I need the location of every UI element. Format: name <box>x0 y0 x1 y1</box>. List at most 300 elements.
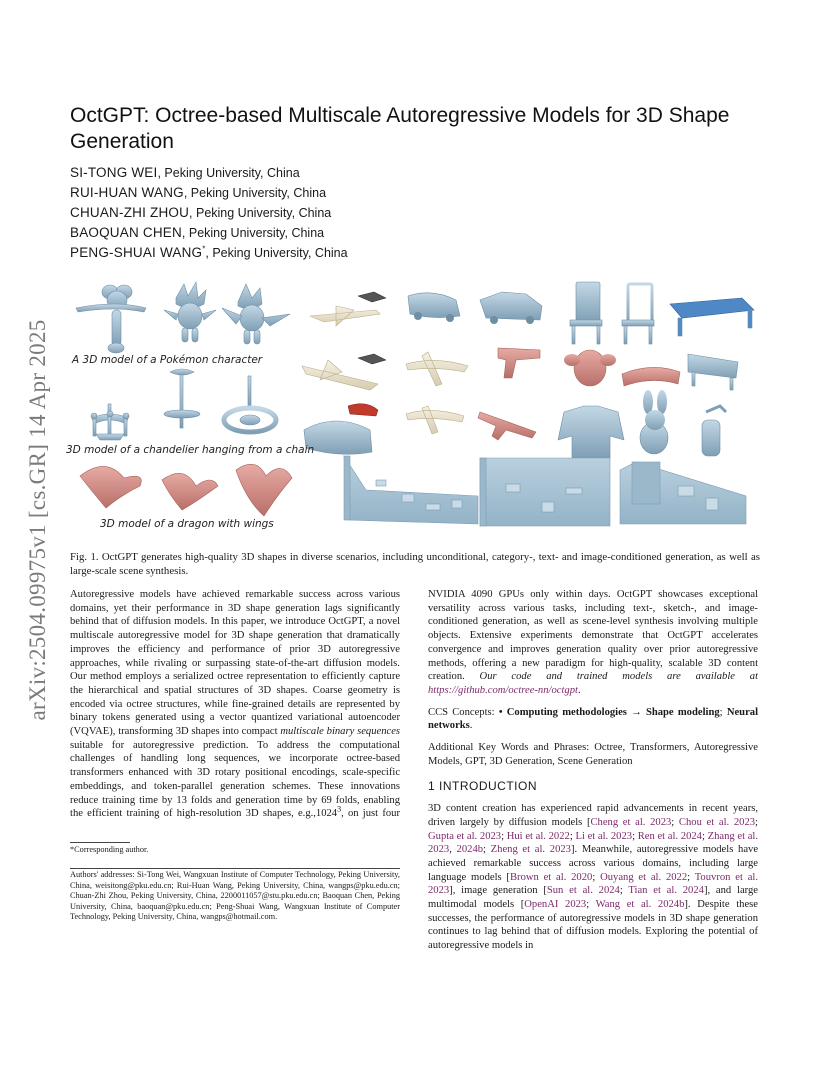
abstract-text: content <box>726 657 759 669</box>
abstract <box>70 588 400 821</box>
abstract-text: generation <box>277 630 323 642</box>
abstract-text <box>124 740 133 751</box>
abstract-text: challenges <box>70 753 115 765</box>
abstract-text: or <box>191 657 201 669</box>
abstract-text: domains, <box>70 602 109 614</box>
abstract-text: the <box>70 808 83 820</box>
abstract-text: generation <box>275 602 320 614</box>
intro-text: ]. Despite these successes, the performance of autoregressive models in 3D shape generation continues to lag behind that of diffusion models. Exploring the potential of autoregressive models in <box>428 899 758 952</box>
abstract-text: 4090 <box>471 589 493 600</box>
abstract-text: . <box>577 684 581 696</box>
abstract-emphasis <box>652 671 667 682</box>
abstract-text: offering <box>472 657 507 669</box>
abstract-text: using <box>181 712 205 724</box>
abstract-text: multiple <box>722 616 758 628</box>
author-name: RUI-HUAN WANG <box>70 185 184 200</box>
abstract-text <box>658 630 667 641</box>
abstract-text: enhanced <box>128 767 169 779</box>
abstract-emphasis: code <box>511 671 532 683</box>
abstract-text: image-conditioned <box>428 602 758 628</box>
scene-shapes <box>344 456 746 526</box>
abstract-text: a <box>209 712 215 724</box>
abstract-text: and <box>704 602 721 614</box>
abstract-text: training <box>102 794 136 806</box>
abstract-text: 3D <box>197 767 211 779</box>
ccs-bullet: • <box>498 706 507 718</box>
abstract-text: involving <box>677 616 719 628</box>
abstract-text: These <box>317 780 344 792</box>
abstract-emphasis: available <box>695 671 735 683</box>
author-affiliation: , Peking University, China <box>181 226 325 240</box>
abstract-text: details <box>287 698 316 710</box>
pokemon-shapes <box>76 282 290 353</box>
abstract-text: into <box>222 726 239 738</box>
abstract-text: multiscale <box>70 630 114 642</box>
abstract-text: 3D <box>708 657 722 669</box>
intro-text: ]. Meanwhile, autoregressive models have achieved remarkable success across various domains, including large language models [ <box>428 844 759 883</box>
abstract-text: OctGPT <box>667 630 703 642</box>
citation-link[interactable]: Zhang et al. 2023 <box>428 830 759 856</box>
abstract-text: surpassing <box>205 657 251 669</box>
ccs-concepts <box>428 706 758 733</box>
abstract-text: including <box>584 602 625 614</box>
abstract-emphasis <box>497 671 512 682</box>
abstract-text: structures <box>197 684 239 696</box>
right-column-flow <box>428 588 758 698</box>
citation-link[interactable]: Li et al. 2023 <box>575 830 633 842</box>
abstract-text: scale-specific <box>342 767 401 779</box>
abstract-text <box>331 644 339 655</box>
abstract-text: behind <box>70 616 99 628</box>
abstract-text: vector <box>219 712 247 724</box>
abstract-text: autoregressive <box>118 630 180 642</box>
abstract-text: with <box>173 767 193 779</box>
arxiv-sidebar <box>18 280 58 760</box>
abstract-text: of <box>272 643 282 655</box>
abstract-text: while <box>204 698 228 710</box>
abstract-text <box>213 781 220 792</box>
abstract-text: performance <box>156 602 210 614</box>
abstract-text: and <box>188 643 204 655</box>
abstract-text <box>310 644 318 655</box>
abstract-text: we <box>268 753 281 765</box>
abstract-text: only <box>530 589 550 600</box>
abstract-text <box>311 781 318 792</box>
abstract-text: generation <box>235 794 280 806</box>
abstract-text <box>130 644 138 655</box>
ccs-end: . <box>469 720 473 732</box>
abstract-text: performance <box>211 643 265 655</box>
abstract-text <box>545 603 553 614</box>
abstract-text: NVIDIA <box>428 589 466 600</box>
abstract-text <box>132 753 141 764</box>
abstract-text <box>281 753 290 764</box>
abstract-text: by <box>161 794 173 806</box>
abstract-text: showcases <box>658 589 703 600</box>
abstract-text <box>103 740 112 751</box>
abstract-text: and <box>131 780 147 792</box>
abstract-text: efficient <box>87 808 123 820</box>
abstract-text: Autoregressive <box>70 589 135 600</box>
abstract-text: over <box>643 643 663 655</box>
abstract-text: success <box>298 589 331 600</box>
abstract-text: 3D <box>245 808 259 820</box>
author-name: PENG-SHUAI WANG <box>70 245 203 260</box>
abstract-text: shape <box>245 602 271 614</box>
abstract-text: a <box>511 657 517 669</box>
abstract-text: Coarse <box>312 684 343 696</box>
abstract-text: the <box>70 684 83 696</box>
abstract-text: handling <box>140 753 178 765</box>
abstract-text: high-quality, <box>609 657 663 669</box>
author-entry <box>70 183 570 203</box>
citation-link[interactable]: Ren et al. 2024 <box>637 830 702 842</box>
abstract-emphasis: are <box>667 671 681 683</box>
abstract-text: high-resolution <box>176 808 242 820</box>
abstract-text: positional <box>245 767 287 779</box>
paper-title: OctGPT: Octree-based Multiscale Autoregressive Models for 3D Shape Generation <box>70 104 730 153</box>
citation-link[interactable]: Hui et al. 2022 <box>506 830 570 842</box>
abstract-text: on <box>347 808 359 820</box>
intro-text: , <box>449 844 457 856</box>
abstract-text: schemes. <box>272 780 311 792</box>
abstract-text: 3D <box>227 602 241 614</box>
abstract-text: 69 <box>321 794 332 806</box>
keywords: Additional Key Words and Phrases: Octree, Transformers, Autoregressive Models, GPT, 3D Generation, Scene Generation <box>428 742 758 767</box>
abstract-text <box>260 753 269 764</box>
abstract-text <box>268 740 277 751</box>
intro-text: ; <box>687 871 695 883</box>
abstract-text <box>249 740 258 751</box>
abstract-text: objects. <box>428 630 461 642</box>
arxiv-identifier: arXiv:2504.09975v1 [cs.GR] 14 Apr 2025 <box>25 319 50 721</box>
abstract-text: within <box>555 589 583 600</box>
abstract-text <box>470 603 478 614</box>
author-name: CHUAN-ZHI ZHOU <box>70 205 190 220</box>
abstract-emphasis <box>562 671 577 682</box>
abstract-text: OctGPT, <box>328 616 366 628</box>
ccs-concept: Computing methodologies → Shape modeling <box>506 706 720 718</box>
abstract-text: folds, <box>335 794 360 806</box>
dragon-caption: 3D model of a dragon with wings <box>100 518 274 530</box>
intro-text: ; <box>483 844 491 856</box>
author-affiliation: , Peking University, China <box>189 206 332 220</box>
abstract-text: a <box>368 616 374 628</box>
abstract-superscript: 3 <box>337 804 342 814</box>
abstract-text: sketch-, <box>663 602 697 614</box>
citation-link[interactable]: Gupta et al. 2023 <box>428 830 502 842</box>
abstract-text: significantly <box>347 602 400 614</box>
abstract-text: time <box>139 794 158 806</box>
abstract-text: generation, <box>482 616 530 628</box>
abstract-text: generation <box>220 780 265 792</box>
citation-link[interactable]: OpenAI 2023 <box>524 899 587 911</box>
abstract-text: shapes <box>191 726 220 738</box>
abstract-text: variational <box>297 712 343 724</box>
abstract-text: that <box>101 616 118 628</box>
intro-text: ; <box>671 816 679 828</box>
abstract-text: model <box>183 630 211 642</box>
abstract-text: e.g.,1024 <box>297 808 338 820</box>
abstract-text: state-of-the-art <box>255 657 319 669</box>
abstract-text: various <box>513 602 545 614</box>
abstract-text: well <box>547 616 566 628</box>
abstract-text: incorporate <box>289 753 338 765</box>
abstract-text: just <box>362 808 379 820</box>
abstract-emphasis: multiscale <box>280 726 324 738</box>
abstract-text: To <box>257 739 269 751</box>
abstract-text: octree <box>217 671 244 683</box>
author-addresses: Authors' addresses: Si-Tong Wei, Wangxuan Institute of Computer Technology, Peking University, China, weisitong@pku.edu.cn; Rui-Huan Wang, Peking University, China, wangps@pku.edu.cn; Chuan-Zhi Zhou, Peking University, China, 2200011057@stu.pku.edu.cn; Baoquan Chen, Peking University, China, baoquan@pku.edu.cn; Peng-Shuai Wang, Wangxuan Institute of Computer Technology, Peking University, China, wangps@hotmail.com. <box>70 870 400 922</box>
abstract-text: structures, <box>156 698 201 710</box>
abstract-text: the <box>117 643 131 655</box>
abstract-text: OctGPT <box>616 589 653 600</box>
citation-link[interactable]: Ouyang et al. 2022 <box>600 871 688 883</box>
chandelier-shapes <box>91 369 276 440</box>
abstract-text <box>625 603 633 614</box>
abstract-text: dramatically <box>347 630 400 642</box>
abstract-text: embeddings, <box>70 780 124 792</box>
citation-link[interactable]: Wang et al. 2024b <box>595 899 685 911</box>
abstract-text: efficiently <box>321 671 366 683</box>
abstract-text <box>465 671 480 682</box>
abstract-text: for <box>214 630 227 642</box>
abstract-text: 13 <box>176 794 187 806</box>
abstract-text: sequences, <box>214 753 260 765</box>
abstract-text: by <box>306 794 318 806</box>
abstract-text: tokens <box>102 712 130 724</box>
citation-link[interactable]: 2024b <box>456 844 484 856</box>
intro-paragraph <box>428 802 758 953</box>
author-entry <box>70 243 570 263</box>
abstract-text: to <box>310 671 319 683</box>
abstract-text: that <box>642 630 659 642</box>
abstract-emphasis: trained <box>576 671 608 683</box>
abstract-text: of <box>120 616 130 628</box>
abstract-text: novel <box>376 616 401 628</box>
abstract-text: representation <box>246 671 307 683</box>
section-heading: 1 INTRODUCTION <box>428 779 537 794</box>
abstract-text: binary <box>70 712 98 724</box>
abstract-text: 3D <box>231 630 245 642</box>
citation-link[interactable]: Cheng et al. 2023 <box>590 816 672 828</box>
abstract-text: prediction. <box>202 739 249 751</box>
abstract-text: efficiency <box>138 643 181 655</box>
abstract-text: 3D <box>258 684 272 696</box>
abstract-text <box>180 644 188 655</box>
abstract-text: innovations <box>350 780 401 792</box>
abstract-text: and <box>216 794 232 806</box>
abstract-text: of <box>163 808 173 820</box>
abstract-text: long <box>186 753 206 765</box>
abstract-text <box>572 630 581 641</box>
abstract-text: represented <box>336 698 386 710</box>
abstract-text: while <box>125 657 149 669</box>
intro-text: ; <box>619 885 629 897</box>
abstract-text: generated <box>135 712 177 724</box>
abstract-text: 3D <box>175 726 189 738</box>
author-affiliation: , Peking University, China <box>183 186 327 200</box>
abstract-text: approaches, <box>70 657 121 669</box>
author-entry <box>70 203 570 223</box>
abstract-text: is <box>392 684 401 696</box>
address-rule <box>70 868 400 869</box>
abstract-text: transforming <box>118 726 173 738</box>
abstract-emphasis: Our <box>479 671 497 683</box>
intro-text: ; <box>586 899 596 911</box>
abstract-text: rivaling <box>153 657 187 669</box>
abstract-text: improves <box>510 643 550 655</box>
abstract-text: paradigm <box>545 657 586 669</box>
citation-link[interactable]: Touvron et al. 2023 <box>428 871 758 897</box>
abstract-text: autoregressive <box>132 739 195 751</box>
abstract-text: tasks, <box>552 602 577 614</box>
abstract-text: hierarchical <box>88 684 139 696</box>
intro-text: ; <box>632 830 638 842</box>
abstract-text: yet <box>113 602 127 614</box>
abstract-text: and <box>488 643 504 655</box>
footnote-rule <box>70 842 130 843</box>
abstract-text: autoregressive <box>696 643 758 655</box>
abstract-text <box>601 644 608 655</box>
dragon-shapes <box>80 464 292 516</box>
abstract-text: across <box>336 589 364 600</box>
abstract-emphasis: sequences <box>357 726 401 738</box>
right-column <box>428 588 758 953</box>
abstract-text: scene-level <box>582 616 631 628</box>
abstract-text: introduce <box>285 616 326 628</box>
abstract-text: in <box>214 602 223 614</box>
intro-text: ; <box>592 871 601 883</box>
teaser-figure <box>66 280 756 542</box>
author-list <box>70 163 570 263</box>
corresponding-footnote: *Corresponding author. <box>70 845 149 854</box>
code-url-link[interactable]: https://github.com/octree-nn/octgpt <box>428 684 578 696</box>
abstract-text: (VQVAE), <box>70 726 116 738</box>
abstract-text <box>461 630 470 641</box>
abstract-text: days. <box>588 589 611 600</box>
abstract-text: various <box>368 589 400 600</box>
pokemon-caption: A 3D model of a Pokémon character <box>72 354 263 366</box>
abstract-text: folds <box>190 794 213 806</box>
abstract-text: serialized <box>173 671 214 683</box>
abstract-text: prior <box>289 643 311 655</box>
abstract-text <box>720 603 728 614</box>
abstract-text: shape <box>248 630 273 642</box>
abstract-text: employs <box>125 671 162 683</box>
intro-text: ; <box>569 830 576 842</box>
abstract-text: Extensive <box>469 630 512 642</box>
abstract-text: across <box>478 602 506 614</box>
abstract-text: autoencoder <box>348 712 400 724</box>
abstract-text: methods, <box>428 657 467 669</box>
abstract-text <box>637 644 644 655</box>
abstract-text: suitable <box>70 739 103 751</box>
citation-link[interactable]: Chou et al. 2023 <box>678 816 756 828</box>
citation-link[interactable]: Zheng et al. 2023 <box>490 844 571 856</box>
citation-link[interactable]: Sun et al. 2024 <box>546 885 620 897</box>
abstract-text: as <box>533 616 543 628</box>
abstract-text: spatial <box>164 684 193 696</box>
abstract-text: quality <box>607 643 638 655</box>
abstract-text: encoded <box>70 698 106 710</box>
abstract-text: this <box>222 616 238 628</box>
abstract-text: 3D <box>317 643 331 655</box>
abstract-emphasis <box>681 671 696 682</box>
abstract-emphasis: binary <box>326 726 355 738</box>
abstract-text: their <box>131 602 152 614</box>
abstract-text: prior <box>669 643 691 655</box>
abstract-emphasis <box>531 671 546 682</box>
abstract-text: capture <box>368 671 401 683</box>
intro-text: ; <box>701 830 708 842</box>
intro-text: 3D content creation has experienced rapid advancements in recent years, driven largely by diffusion models [ <box>428 803 758 828</box>
abstract-text <box>206 753 215 764</box>
abstract-text: creation. <box>428 671 465 683</box>
abstract-text <box>194 740 203 751</box>
citation-link[interactable]: Tian et al. 2024 <box>628 885 704 897</box>
abstract-text: reduce <box>70 794 99 806</box>
abstract-text: of <box>243 684 253 696</box>
abstract-text: diffusion <box>132 616 171 628</box>
abstract-text: accelerates <box>711 630 759 642</box>
abstract-text: paper, <box>240 616 267 628</box>
abstract-text <box>512 630 521 641</box>
abstract-text <box>697 603 705 614</box>
abstract-text: we <box>269 616 283 628</box>
intro-text: ; <box>755 816 758 828</box>
intro-text: ; <box>501 830 507 842</box>
citation-link[interactable]: Brown et al. 2020 <box>509 871 593 883</box>
abstract-text: scalable <box>668 657 703 669</box>
abstract-text: fine-grained <box>231 698 284 710</box>
teaser-illustration <box>66 280 756 542</box>
abstract-text <box>265 644 273 655</box>
abstract-text <box>178 753 187 764</box>
abstract-text: that <box>326 630 343 642</box>
abstract-text: experiments <box>520 630 573 642</box>
ccs-concept: Neural networks <box>428 706 759 732</box>
abstract-text: four <box>382 808 400 820</box>
chandelier-caption: 3D model of a chandelier hanging from a chain <box>66 444 315 456</box>
abstract-text: for <box>591 657 604 669</box>
abstract-emphasis: models <box>622 671 653 683</box>
abstract-text: , <box>341 808 344 820</box>
abstract-text <box>147 781 154 792</box>
abstract-text: shapes, <box>262 808 294 820</box>
corresponding-marker: * <box>202 244 206 254</box>
abstract-text <box>702 630 711 641</box>
abstract-emphasis: at <box>749 671 759 683</box>
abstract-text: as <box>569 616 579 628</box>
abstract-text: models. <box>366 657 400 669</box>
abstract-text: computational <box>339 739 400 751</box>
intro-text: ], image generation [ <box>449 885 547 897</box>
abstract-text: versatility <box>428 602 471 614</box>
abstract-text: generation <box>556 643 601 655</box>
ccs-label: CCS Concepts: <box>428 706 499 718</box>
author-name: SI-TONG WEI <box>70 165 158 180</box>
abstract-emphasis <box>607 671 622 682</box>
abstract-text: lags <box>324 602 342 614</box>
abstract-text: GPUs <box>498 589 525 600</box>
abstract-text: autoregressive <box>338 643 400 655</box>
abstract-text <box>577 603 585 614</box>
author-affiliation: , Peking University, China <box>205 246 348 260</box>
abstract-text <box>690 644 697 655</box>
abstract-text: address <box>277 739 309 751</box>
abstract-continued <box>428 588 758 698</box>
